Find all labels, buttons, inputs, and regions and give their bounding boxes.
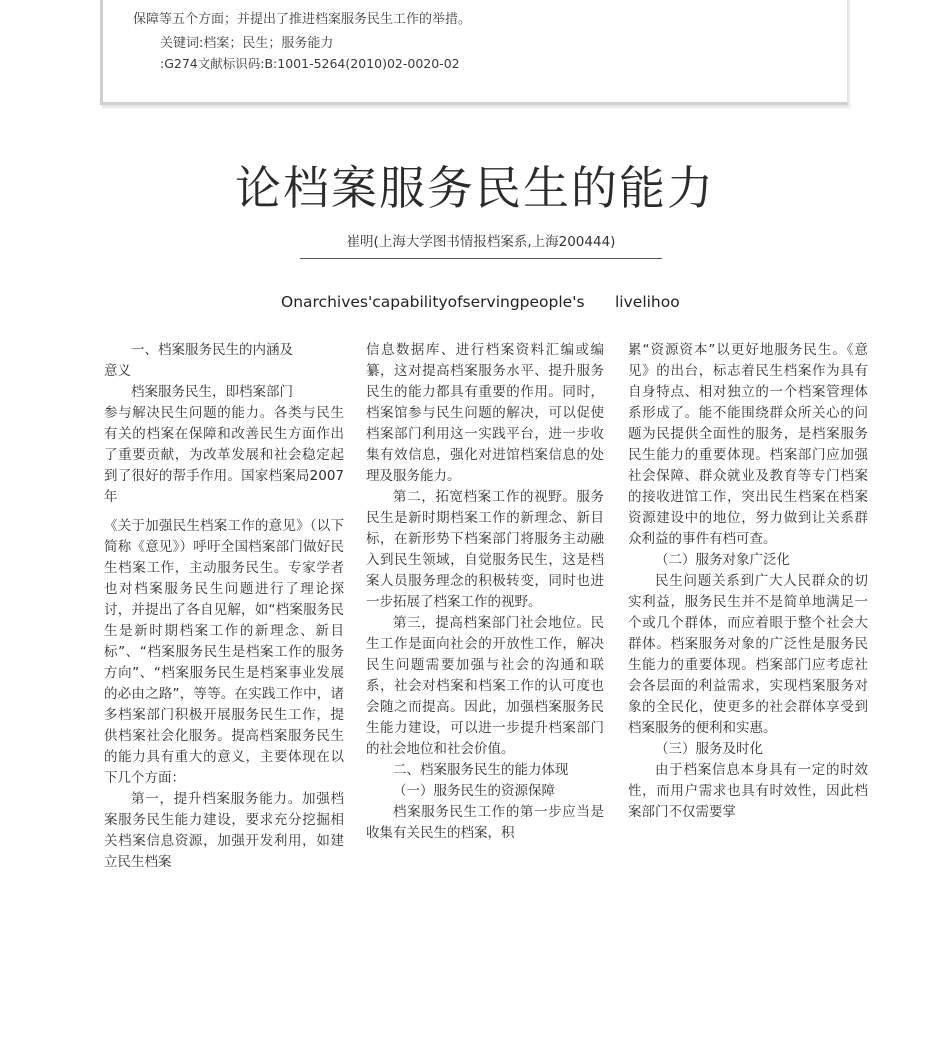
classification-line: :G274文献标识码:B:1001-5264(2010)02-0020-02 [160,56,460,71]
paragraph: 档案服务民生工作的第一步应当是收集有关民生的档案，积 [366,804,604,841]
subsection-heading: （一）服务民生的资源保障 [393,783,555,799]
abstract-box [100,0,848,105]
paragraph: 民生问题关系到广大人民群众的切实利益，服务民生并不是简单地满足一个或几个群体，而应着眼于整个社会大群体。档案服务对象的广泛性是服务民生能力的重要体现。档案部门应考虑社会各层面的利益需求，实现档案服务对象的全民化，使更多的社会群体享受到档案服务的便利和实惠。 [628,573,868,736]
section-heading: 一、档案服务民生的内涵及 [131,342,293,358]
english-title-part2: livelihoo [615,293,680,311]
section-heading: 二、档案服务民生的能力体现 [393,762,569,778]
paragraph: 第三，提高档案部门社会地位。民生工作是面向社会的开放性工作，解决民生问题需要加强与社会的沟通和联系，社会对档案和档案工作的认可度也会随之而提高。因此，加强档案服务民生能力建设，可以进一步提升档案部门的社会地位和社会价值。 [366,615,604,757]
english-title-part1: Onarchives'capabilityofservingpeople's [281,293,585,311]
author-affiliation: 崔明(上海大学图书情报档案系,上海200444) [300,230,662,259]
paragraph: 《关于加强民生档案工作的意见》（以下简称《意见》）呼吁全国档案部门做好民生档案工作，主动服务民生。专家学者也对档案服务民生问题进行了理论探讨，并提出了各自见解，如“档案服务民生是新时期档案工作的新理念、新目标”、“档案服务民生是档案工作的服务方向”、“档案服务民生是档案事业发展的必由之路”，等等。在实践工作中，诸多档案部门积极开展服务民生工作，提供档案社会化服务。提高档案服务民生的能力具有重大的意义，主要体现在以下几个方面： [104,518,344,786]
section-heading-cont: 意义 [104,363,131,379]
keywords-line: 关键词:档案；民生；服务能力 [160,36,334,51]
paragraph: 参与解决民生问题的能力。各类与民生有关的档案在保障和改善民生方面作出了重要贡献，为改革发展和社会稳定起到了很好的帮手作用。国家档案局2007年 [104,405,344,505]
body-column-2 [366,340,604,844]
paragraph: 第一，提升档案服务能力。加强档案服务民生能力建设，要求充分挖掘相关档案信息资源，加强开发利用，如建立民生档案 [104,791,344,870]
abstract-text: 保障等五个方面；并提出了推进档案服务民生工作的举措。 [133,12,472,27]
article-title: 论档案服务民生的能力 [235,161,715,215]
subsection-heading: （二）服务对象广泛化 [655,552,790,568]
paragraph: 由于档案信息本身具有一定的时效性，而用户需求也具有时效性，因此档案部门不仅需要掌 [628,762,868,820]
body-column-3 [628,340,868,823]
paragraph: 信息数据库、进行档案资料汇编或编纂，这对提高档案服务水平、提升服务民生的能力都具有重要的作用。同时，档案馆参与民生问题的解决，可以促使档案部门利用这一实践平台，进一步收集有效信息，强化对进馆档案信息的处理及服务能力。 [366,342,604,484]
body-column-1 [104,340,344,873]
paragraph: 第二，拓宽档案工作的视野。服务民生是新时期档案工作的新理念、新目标，在新形势下档案部门将服务主动融入到民生领域，自觉服务民生，这是档案人员服务理念的积极转变，同时也进一步拓展了档案工作的视野。 [366,489,604,610]
paragraph: 档案服务民生，即档案部门 [131,384,293,400]
paragraph: 累“资源资本”以更好地服务民生。《意见》的出台，标志着民生档案作为具有自身特点、相对独立的一个档案管理体系形成了。能不能围绕群众所关心的问题为民提供全面性的服务，是档案服务民生能力的重要体现。档案部门应加强社会保障、群众就业及教育等专门档案的接收进馆工作，突出民生档案在档案资源建设中的地位，努力做到让关系群众利益的事件有档可查。 [628,342,868,547]
subsection-heading: （三）服务及时化 [655,741,763,757]
